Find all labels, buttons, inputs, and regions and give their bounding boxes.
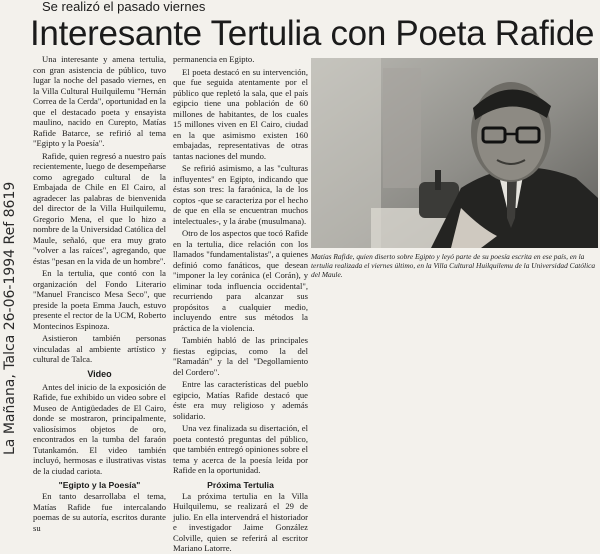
handwritten-margin-note — [2, 60, 28, 459]
paragraph: En la tertulia, que contó con la organización del Fondo Literario "Manuel Francisco Mesa Seco", que preside la poeta Emma Jauch, estuvo presente el rector de la UCM, Roberto Montecinos Espinoza. — [33, 268, 166, 331]
paragraph: El poeta destacó en su intervención, que fue seguida atentamente por el público que repletó la sala, que el país egipcio tiene una población de 60 millones de habitantes, de los cuales 15 millones viven en El Cairo, ciudad en la que asimismo existen 160 embajadas, representativas de otras tantas naciones del mundo. — [173, 66, 308, 161]
paragraph: Rafide, quien regresó a nuestro país recientemente, luego de desempeñarse como agregado cultural de la Embajada de Chile en El Cairo, al agradecer las palabras de bienvenida del director de la Villa Huilquilemu, Gregorio Mena, el que lo hizo a nombre de la Universidad Católica del Maule, señaló, que era muy grato "volver a las raíces", agregando, que éstas "pesan en la vida de un hombre". — [33, 150, 166, 266]
paragraph: Entre las características del pueblo egipcio, Matías Rafide destacó que éste era muy religioso y además solidario. — [173, 379, 308, 421]
paragraph: Asistieron también personas vinculadas al ambiente artístico y cultural de Talca. — [33, 333, 166, 364]
portrait-photo-illustration — [311, 58, 598, 248]
paragraph: permanencia en Egipto. — [173, 54, 255, 64]
section-heading-video: Video — [87, 368, 112, 379]
paragraph: En tanto desarrollaba el tema, Matías Rafide fue intercalando poemas de su autoría, escritos durante su — [33, 491, 166, 533]
portrait-photo — [311, 58, 598, 248]
article-headline: Interesante Tertulia con Poeta Rafide — [30, 14, 595, 53]
section-heading-egipto: "Egipto y la Poesía" — [58, 480, 141, 490]
paragraph: Antes del inicio de la exposición de Rafide, fue exhibido un video sobre el Museo de Antigüedades de El Cairo, donde se mostraron, principalmente, valiosísimos objetos de oro, encontrados en la tumba del faraón Tutankamón. El video también incluyó, hermosas e ilustrativas vistas de la ciudad cariota. — [33, 381, 166, 476]
article-column-1 — [33, 54, 166, 533]
margin-note-text: La Mañana, Talca 26-06-1994 Ref 8619 — [2, 181, 18, 455]
paragraph: Una vez finalizada su disertación, el poeta contestó preguntas del público, que también entregó opiniones sobre el tema y acerca de la poesía leída por Rafide en la oportunidad. — [173, 423, 308, 475]
section-heading-proxima-tertulia: Próxima Tertulia — [207, 479, 274, 490]
paragraph: También habló de las principales fiestas egipcias, como la del "Ramadán" y la del "Degollamiento del Cordero". — [173, 335, 308, 377]
article-kicker: Se realizó el pasado viernes — [42, 0, 206, 14]
paragraph: Otro de los aspectos que tocó Rafide en la tertulia, dice relación con los llamados "fundamentalistas", a quienes definió como fanáticos, que desean "imponer la ley coránica (el Corán), y eliminar toda influencia occidental", recurriendo para alcanzar sus propósitos a cualquier medio, incluyendo entre sus métodos la práctica de la violencia. — [173, 228, 309, 333]
article-column-2 — [173, 54, 309, 553]
paragraph: Una interesante y amena tertulia, con gran asistencia de público, tuvo lugar la noche del pasado viernes, en la Villa Cultural Huilquilemu "Hernán Correa de la Cerda", oportunidad en la que el destacado poeta y ensayista maulino, nacido en Curepto, Matías Rafide Batarce, se refirió al tema "Egipto y la Poesía". — [33, 54, 166, 148]
photo-caption: Matías Rafide, quien diserto sobre Egipto y leyó parte de su poesía escrita en ese país, en la tertulia realizada el viernes último, en la Villa Cultural Huilquilemu de la Universidad Católica del Maule. — [311, 252, 596, 279]
paragraph: Se refirió asimismo, a las "culturas influyentes" en Egipto, indicando que éstas son tres: la faraónica, la de los coptos -que se caracteriza por el hecho de que en ella se encuentran muchos intelectuales-, y la árabe (musulmana). — [173, 163, 308, 226]
paragraph: La próxima tertulia en la Villa Huilquilemu, se realizará el 29 de julio. En ella intervendrá el historiador e investigador Jaime González Colville, quien se referirá al escritor Mariano Latorre. — [173, 490, 308, 553]
